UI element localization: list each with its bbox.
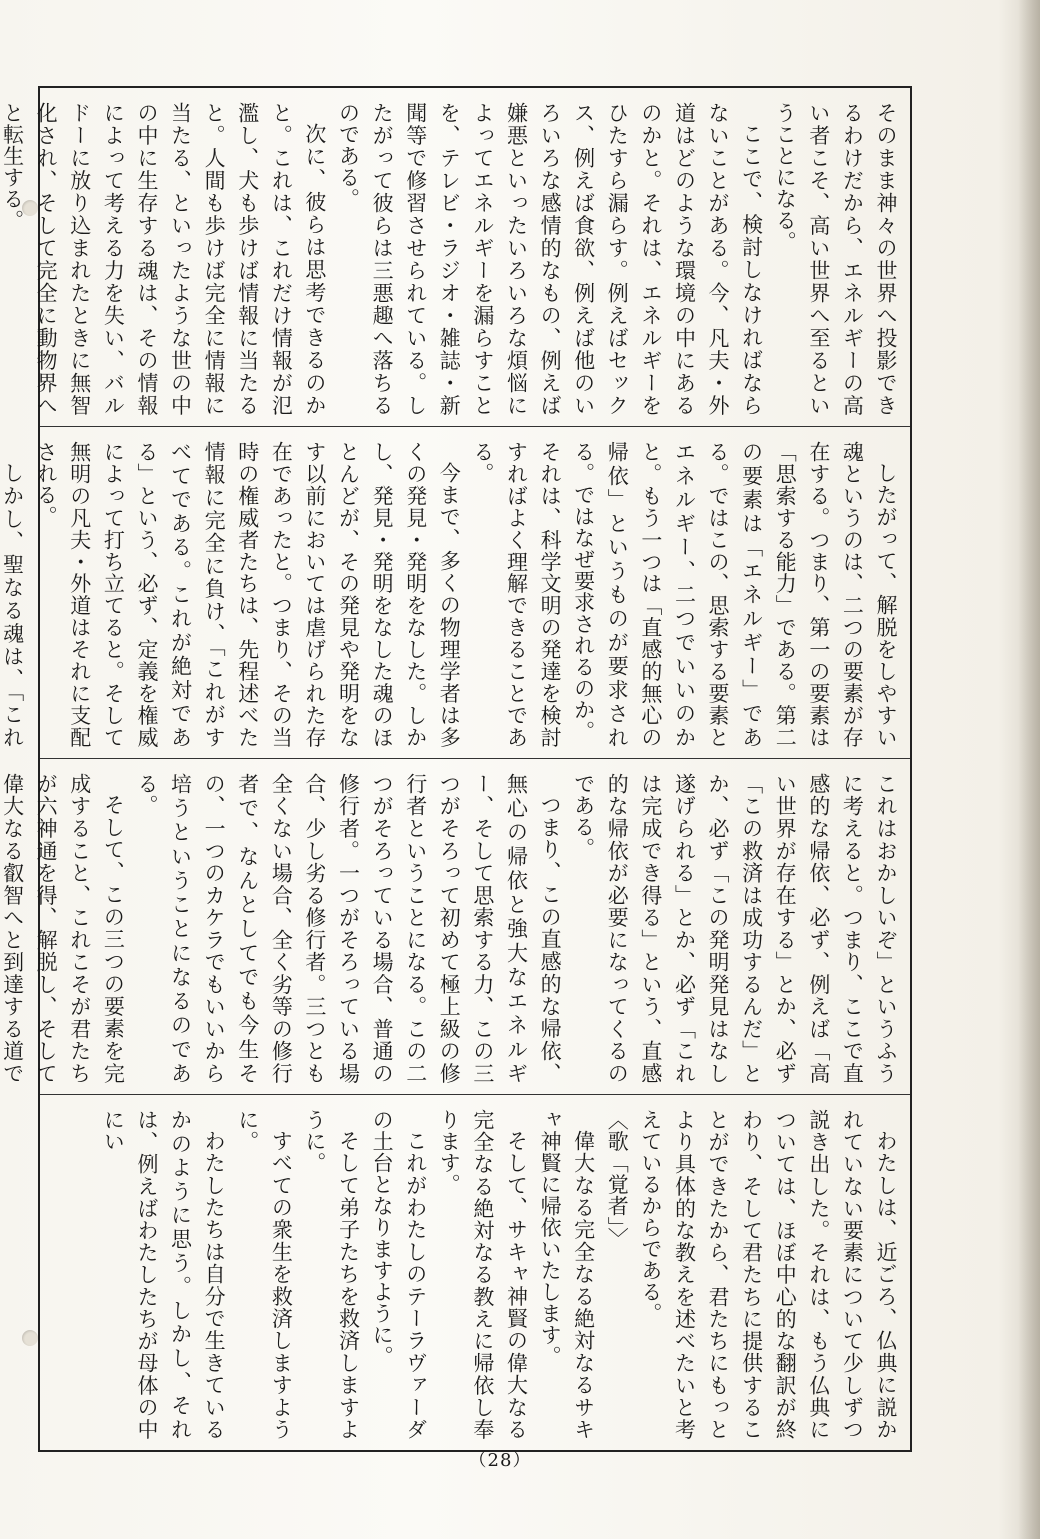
paragraph: つまり、この直感的な帰依、無心の帰依と強大なエネルギー、そして思索する力、この三つがそろって初めて極上級の修行者ということになる。この二つがそろっている場合、普通の修行者。一つがそろっている場合、少し劣る修行者。三つとも全くない場合、全く劣等の修行者で、なんとしてでも今生その、一つのカケラでもいいから培うということになるのである。 xyxy=(134,773,563,1084)
page-number: （28） xyxy=(468,1450,532,1471)
section-1-text xyxy=(0,102,902,416)
paragraph: しかし、聖なる魂は、「これ xyxy=(0,462,25,748)
paragraph: すべての衆生を救済しますように。 xyxy=(235,1109,294,1440)
paragraph: これがわたしのテーラヴァーダの土台となりますように。 xyxy=(370,1109,428,1440)
song-title: 〈歌「覚者」〉 xyxy=(605,1109,630,1249)
paragraph: ここで、検討しなければならないことがある。今、凡夫・外道はどのような環境の中にあるのかと。それは、エネルギーをひたすら漏らす。例えばセックス、例えば食欲、例えば他のいろいろな感情的なもの、例えば嫌悪といったいろいろな煩悩によってエネルギーを漏らすことを、テレビ・ラジオ・雑誌・新聞等で修習させられている。したがって彼らは三悪趣へ落ちるのである。 xyxy=(336,102,764,416)
section-3-text xyxy=(0,773,902,1084)
paragraph: 次に、彼らは思考できるのかと。これは、これだけ情報が氾濫し、犬も歩けば情報に当たると。人間も歩けば完全に情報に当たる、といったような世の中の中に生存する魂は、その情報によって考える力を失い、バルドーに放り込まれたときに無智化され、そして完全に動物界へと転生する。 xyxy=(0,102,327,416)
paragraph: そして、サキャ神賢の偉大なる完全なる絶対なる教えに帰依し奉ります。 xyxy=(437,1109,529,1440)
paragraph: そのまま神々の世界へ投影できるわけだから、エネルギーの高い者こそ、高い世界へ至るということになる。 xyxy=(773,102,898,416)
section-4 xyxy=(40,1094,910,1450)
paragraph: わたしたちは自分で生きているかのように思う。しかし、それは、例えばわたしたちが母体の中にい xyxy=(101,1109,227,1440)
paragraph: これはおかしいぞ」というふうに考えると。つまり、ここで直感的な帰依、必ず、例えば「高い世界が存在する」とか、必ず「この救済は成功するんだ」とか、必ず「この発明発見はなし遂げられる」とか、必ず「これは完成でき得る」という、直感的な帰依が必要になってくるのである。 xyxy=(571,773,898,1084)
section-2 xyxy=(0,426,910,758)
paragraph: そして、この三つの要素を完成すること、これこそが君たちが六神通を得、解脱し、そして偉大なる叡智へと到達する道で xyxy=(0,773,126,1084)
section-3 xyxy=(0,758,910,1094)
paragraph: わたしは、近ごろ、仏典に説かれていない要素について少しずつ説き出した。それは、もう仏典については、ほぼ中心的な翻訳が終わり、そして君たちに提供することができたから、君たちにもっとより具体的な教えを述べたいと考えているからである。 xyxy=(638,1109,898,1440)
page-edge-shadow xyxy=(1018,0,1040,1539)
text-frame xyxy=(0,86,912,1452)
section-1 xyxy=(0,88,910,426)
paragraph: そして弟子たちを救済しますように。 xyxy=(302,1109,361,1440)
paragraph: 偉大なる完全なる絶対なるサキャ神賢に帰依いたします。 xyxy=(538,1109,596,1440)
section-4-text xyxy=(50,1109,902,1440)
paragraph: それは、科学文明の発達を検討すればよく理解できることである。 xyxy=(470,441,563,748)
binding-hole xyxy=(22,1330,38,1346)
paragraph: 今まで、多くの物理学者は多くの発見・発明をなした。しかし、発見・発明をなした魂のほとんどが、その発見や発明をなす以前においては虐げられた存在であったと。つまり、その当時の権威者たちは、先程述べた情報に完全に負け、「これがすべてである。これが絶対である」という、必ず、定義を権威によって打ち立てると。そして無明の凡夫・外道はそれに支配される。 xyxy=(34,441,462,748)
section-2-text xyxy=(0,441,902,748)
paragraph: したがって、解脱をしやすい魂というのは、二つの要素が存在する。つまり、第一の要素は「思索する能力」である。第二の要素は「エネルギー」である。ではこの、思索する要素とエネルギー、二つでいいのかと。もう一つは「直感的無心の帰依」というものが要求される。ではなぜ要求されるのか。 xyxy=(571,441,898,748)
